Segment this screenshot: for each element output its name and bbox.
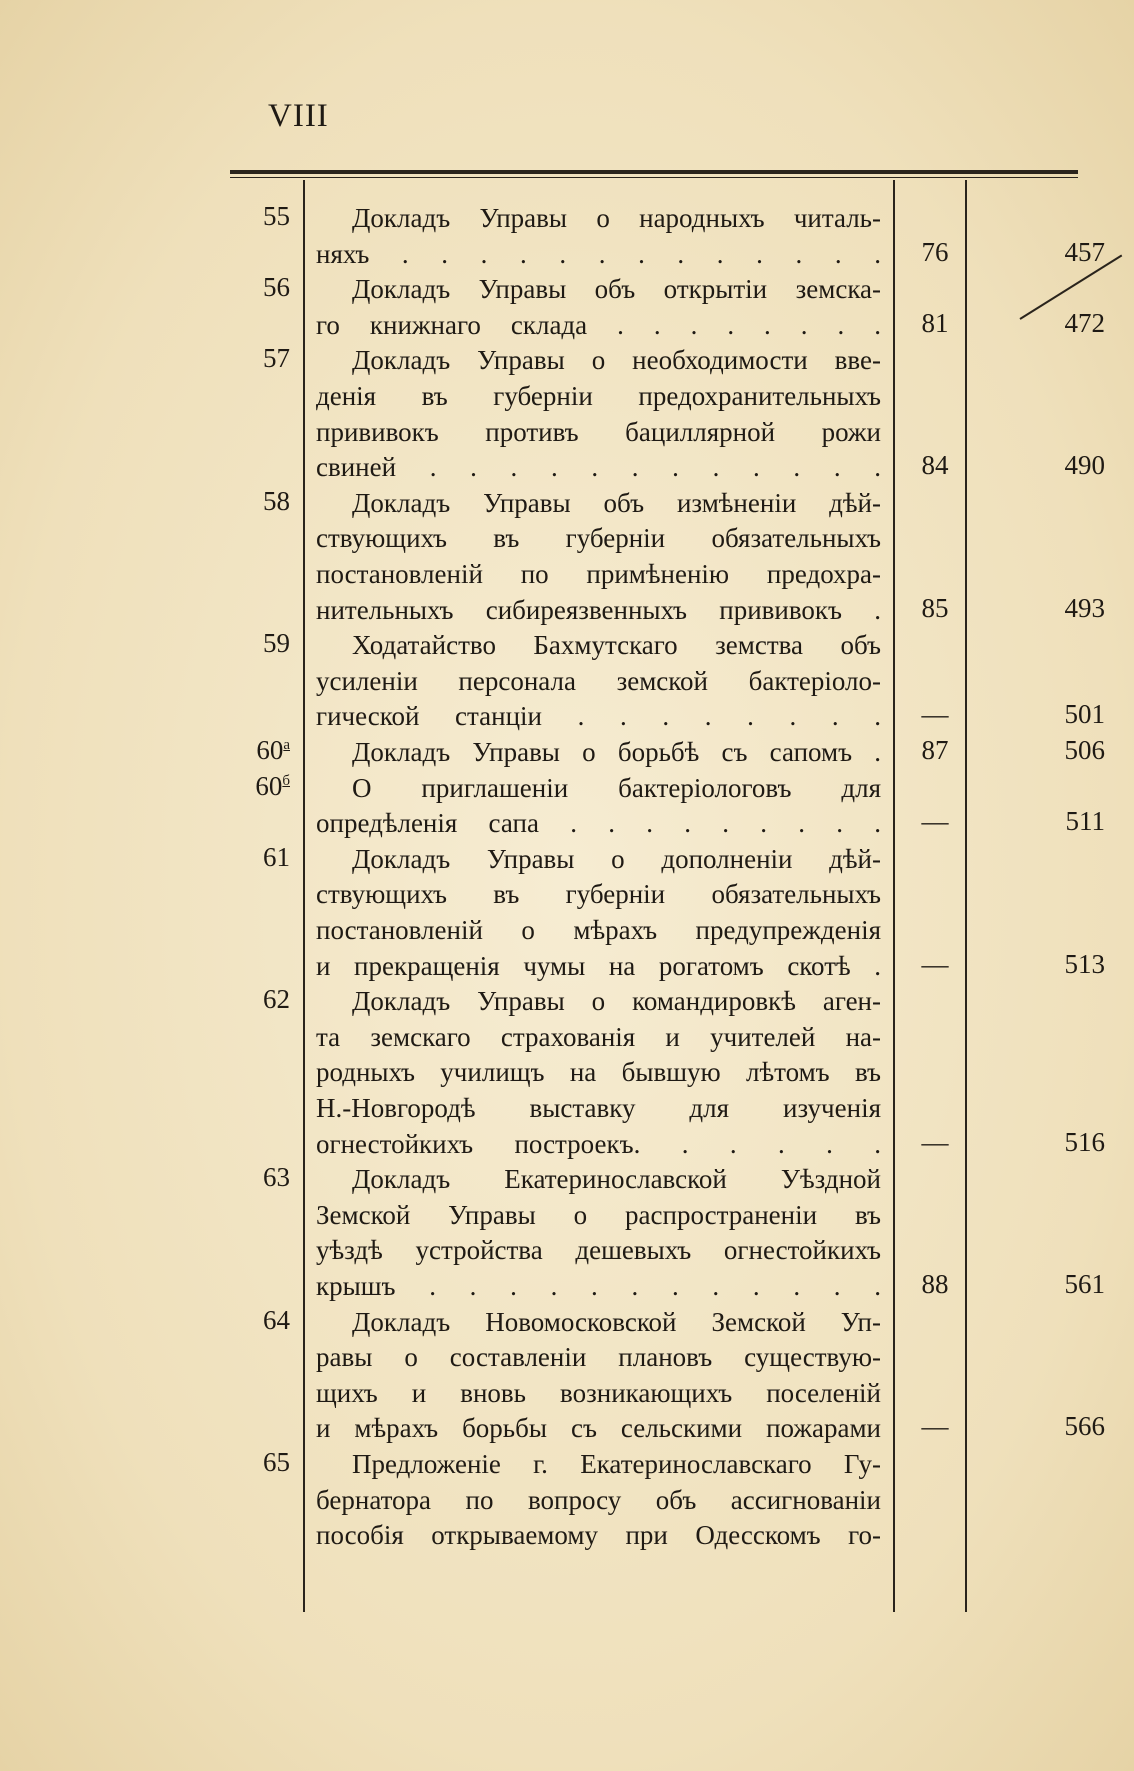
entry-title-line: Предложеніе г. Екатеринославскаго Гу-: [352, 1449, 881, 1479]
entry-number: $60^б$: [255, 770, 290, 801]
page-ref-second: 513: [1064, 948, 1105, 979]
entry-title-line: Докладъ Управы о необходимости вве-: [352, 345, 881, 376]
entry-title-line: ствующихъ въ губерніи обязательныхъ: [316, 523, 881, 554]
entry-title: [316, 771, 881, 842]
entry-number: 58: [263, 485, 290, 516]
entry-number-superscript: б: [282, 772, 290, 789]
page-ref-first: 87: [921, 735, 949, 765]
page-ref-second: 561: [1064, 1268, 1105, 1299]
entry-title-line: Земской Управы о распространеніи въ: [316, 1199, 881, 1230]
page-ref-first: 88: [921, 1268, 949, 1299]
entry-title-line: Докладъ Екатеринославской Уѣздной: [352, 1164, 881, 1195]
entry-title-line: денія въ губерніи предохранительныхъ: [316, 380, 881, 411]
entry-number: 63: [263, 1162, 290, 1193]
entry-title-line: усиленіи персонала земской бактеріоло-: [316, 665, 881, 696]
page-ref-first: 84: [921, 450, 949, 481]
entry-number: 65: [263, 1447, 290, 1477]
entry-title: [316, 984, 881, 1162]
column-divider-right: [965, 180, 967, 1612]
column-divider-left: [303, 180, 305, 1612]
page-ref-second: 490: [1064, 450, 1105, 481]
entry-title: [316, 628, 881, 735]
entry-number: 62: [263, 984, 290, 1015]
entry-number: 61: [263, 841, 290, 872]
page-ref-first: —: [921, 948, 949, 979]
entry-title-line: Ходатайство Бахмутскаго земства объ: [352, 630, 881, 661]
entry-title-line: Докладъ Новомосковской Земской Уп-: [352, 1306, 881, 1337]
entry-title-line: постановленій по примѣненію предохра-: [316, 558, 881, 589]
page-ref-first: —: [921, 806, 949, 837]
entry-title-line: бернатора по вопросу объ ассигнованіи: [316, 1484, 881, 1515]
header-rule-thin: [230, 177, 1078, 178]
entry-title-line: пособія открываемому при Одесскомъ го-: [316, 1520, 881, 1551]
page-number: VIII: [268, 98, 329, 134]
entry-title-line: Докладъ Управы объ измѣненіи дѣй-: [352, 487, 881, 518]
entry-title: [316, 343, 881, 485]
page-ref-second: 566: [1064, 1411, 1105, 1442]
entry-title: [316, 272, 881, 343]
page-ref-second: 501: [1064, 699, 1105, 730]
entry-title: [316, 1447, 881, 1554]
entry-title-line: Докладъ Управы объ открытіи земска-: [352, 274, 881, 305]
page-ref-second: 506: [1064, 735, 1105, 765]
page-ref-first: —: [921, 1411, 949, 1442]
entry-title-line: О приглашеніи бактеріологовъ для: [352, 772, 881, 803]
page-ref-first: —: [921, 1126, 949, 1157]
entry-title-line: постановленій о мѣрахъ предупрежденія: [316, 914, 881, 945]
entry-title-line: и прекращенія чумы на рогатомъ скотѣ .: [316, 950, 881, 981]
page-ref-first: 85: [921, 592, 949, 623]
entry-title-line: и мѣрахъ борьбы съ сельскими пожарами: [316, 1413, 881, 1444]
entry-number: 59: [263, 628, 290, 659]
page-ref-first: 76: [921, 236, 949, 267]
entry-title-line: ствующихъ въ губерніи обязательныхъ: [316, 879, 881, 910]
page-ref-second: 472: [1064, 307, 1105, 338]
entry-title: [316, 735, 881, 771]
entry-title-line: свиней . . . . . . . . . . . .: [316, 452, 881, 483]
entry-title-line: прививокъ противъ бациллярной рожи: [316, 416, 881, 447]
entry-title-line: огнестойкихъ построекъ. . . . . .: [316, 1128, 881, 1159]
entry-title: [316, 842, 881, 984]
entry-title-line: Докладъ Управы о борьбѣ съ сапомъ .: [352, 737, 881, 767]
entry-title-line: Докладъ Управы о дополненіи дѣй-: [352, 843, 881, 874]
entry-title: [316, 1305, 881, 1447]
page-ref-second: 457: [1064, 236, 1105, 267]
page-ref-second: 493: [1064, 592, 1105, 623]
entry-title-line: та земскаго страхованія и учителей на-: [316, 1021, 881, 1052]
page-ref-first: —: [921, 699, 949, 730]
entry-number: $60^а$: [256, 735, 290, 765]
entry-title: [316, 201, 881, 272]
entry-title-line: Докладъ Управы о командировкѣ аген-: [352, 986, 881, 1017]
entry-title-line: крышъ . . . . . . . . . . . .: [316, 1270, 881, 1301]
entry-title-line: няхъ . . . . . . . . . . . . .: [316, 238, 881, 269]
entry-title-line: щихъ и вновь возникающихъ поселеній: [316, 1377, 881, 1408]
entry-title-line: равы о составленіи плановъ существую-: [316, 1342, 881, 1373]
entry-title-line: опредѣленія сапа . . . . . . . . .: [316, 808, 881, 839]
entry-title: [316, 486, 881, 628]
entry-number: 57: [263, 343, 290, 374]
page-ref-second: 511: [1065, 806, 1105, 837]
entry-number-superscript: а: [283, 737, 290, 753]
page-ref-second: 516: [1064, 1126, 1105, 1157]
entry-number: 56: [263, 272, 290, 303]
entry-number: 64: [263, 1304, 290, 1335]
entry-number: 55: [263, 201, 290, 231]
header-rule: [230, 170, 1078, 174]
entry-title-line: гической станціи . . . . . . . .: [316, 701, 881, 732]
entry-title-line: Докладъ Управы о народныхъ читаль-: [352, 203, 881, 233]
entry-title-line: нительныхъ сибиреязвенныхъ прививокъ .: [316, 594, 881, 625]
entry-title-line: уѣздѣ устройства дешевыхъ огнестойкихъ: [316, 1235, 881, 1266]
page-ref-first: 81: [921, 307, 949, 338]
entry-title-line: Н.-Новгородѣ выставку для изученія: [316, 1092, 881, 1123]
entry-title: [316, 1162, 881, 1304]
entry-title-line: родныхъ училищъ на бывшую лѣтомъ въ: [316, 1057, 881, 1088]
column-divider-middle: [893, 180, 895, 1612]
entry-title-line: го книжнаго склада . . . . . . . .: [316, 309, 881, 340]
